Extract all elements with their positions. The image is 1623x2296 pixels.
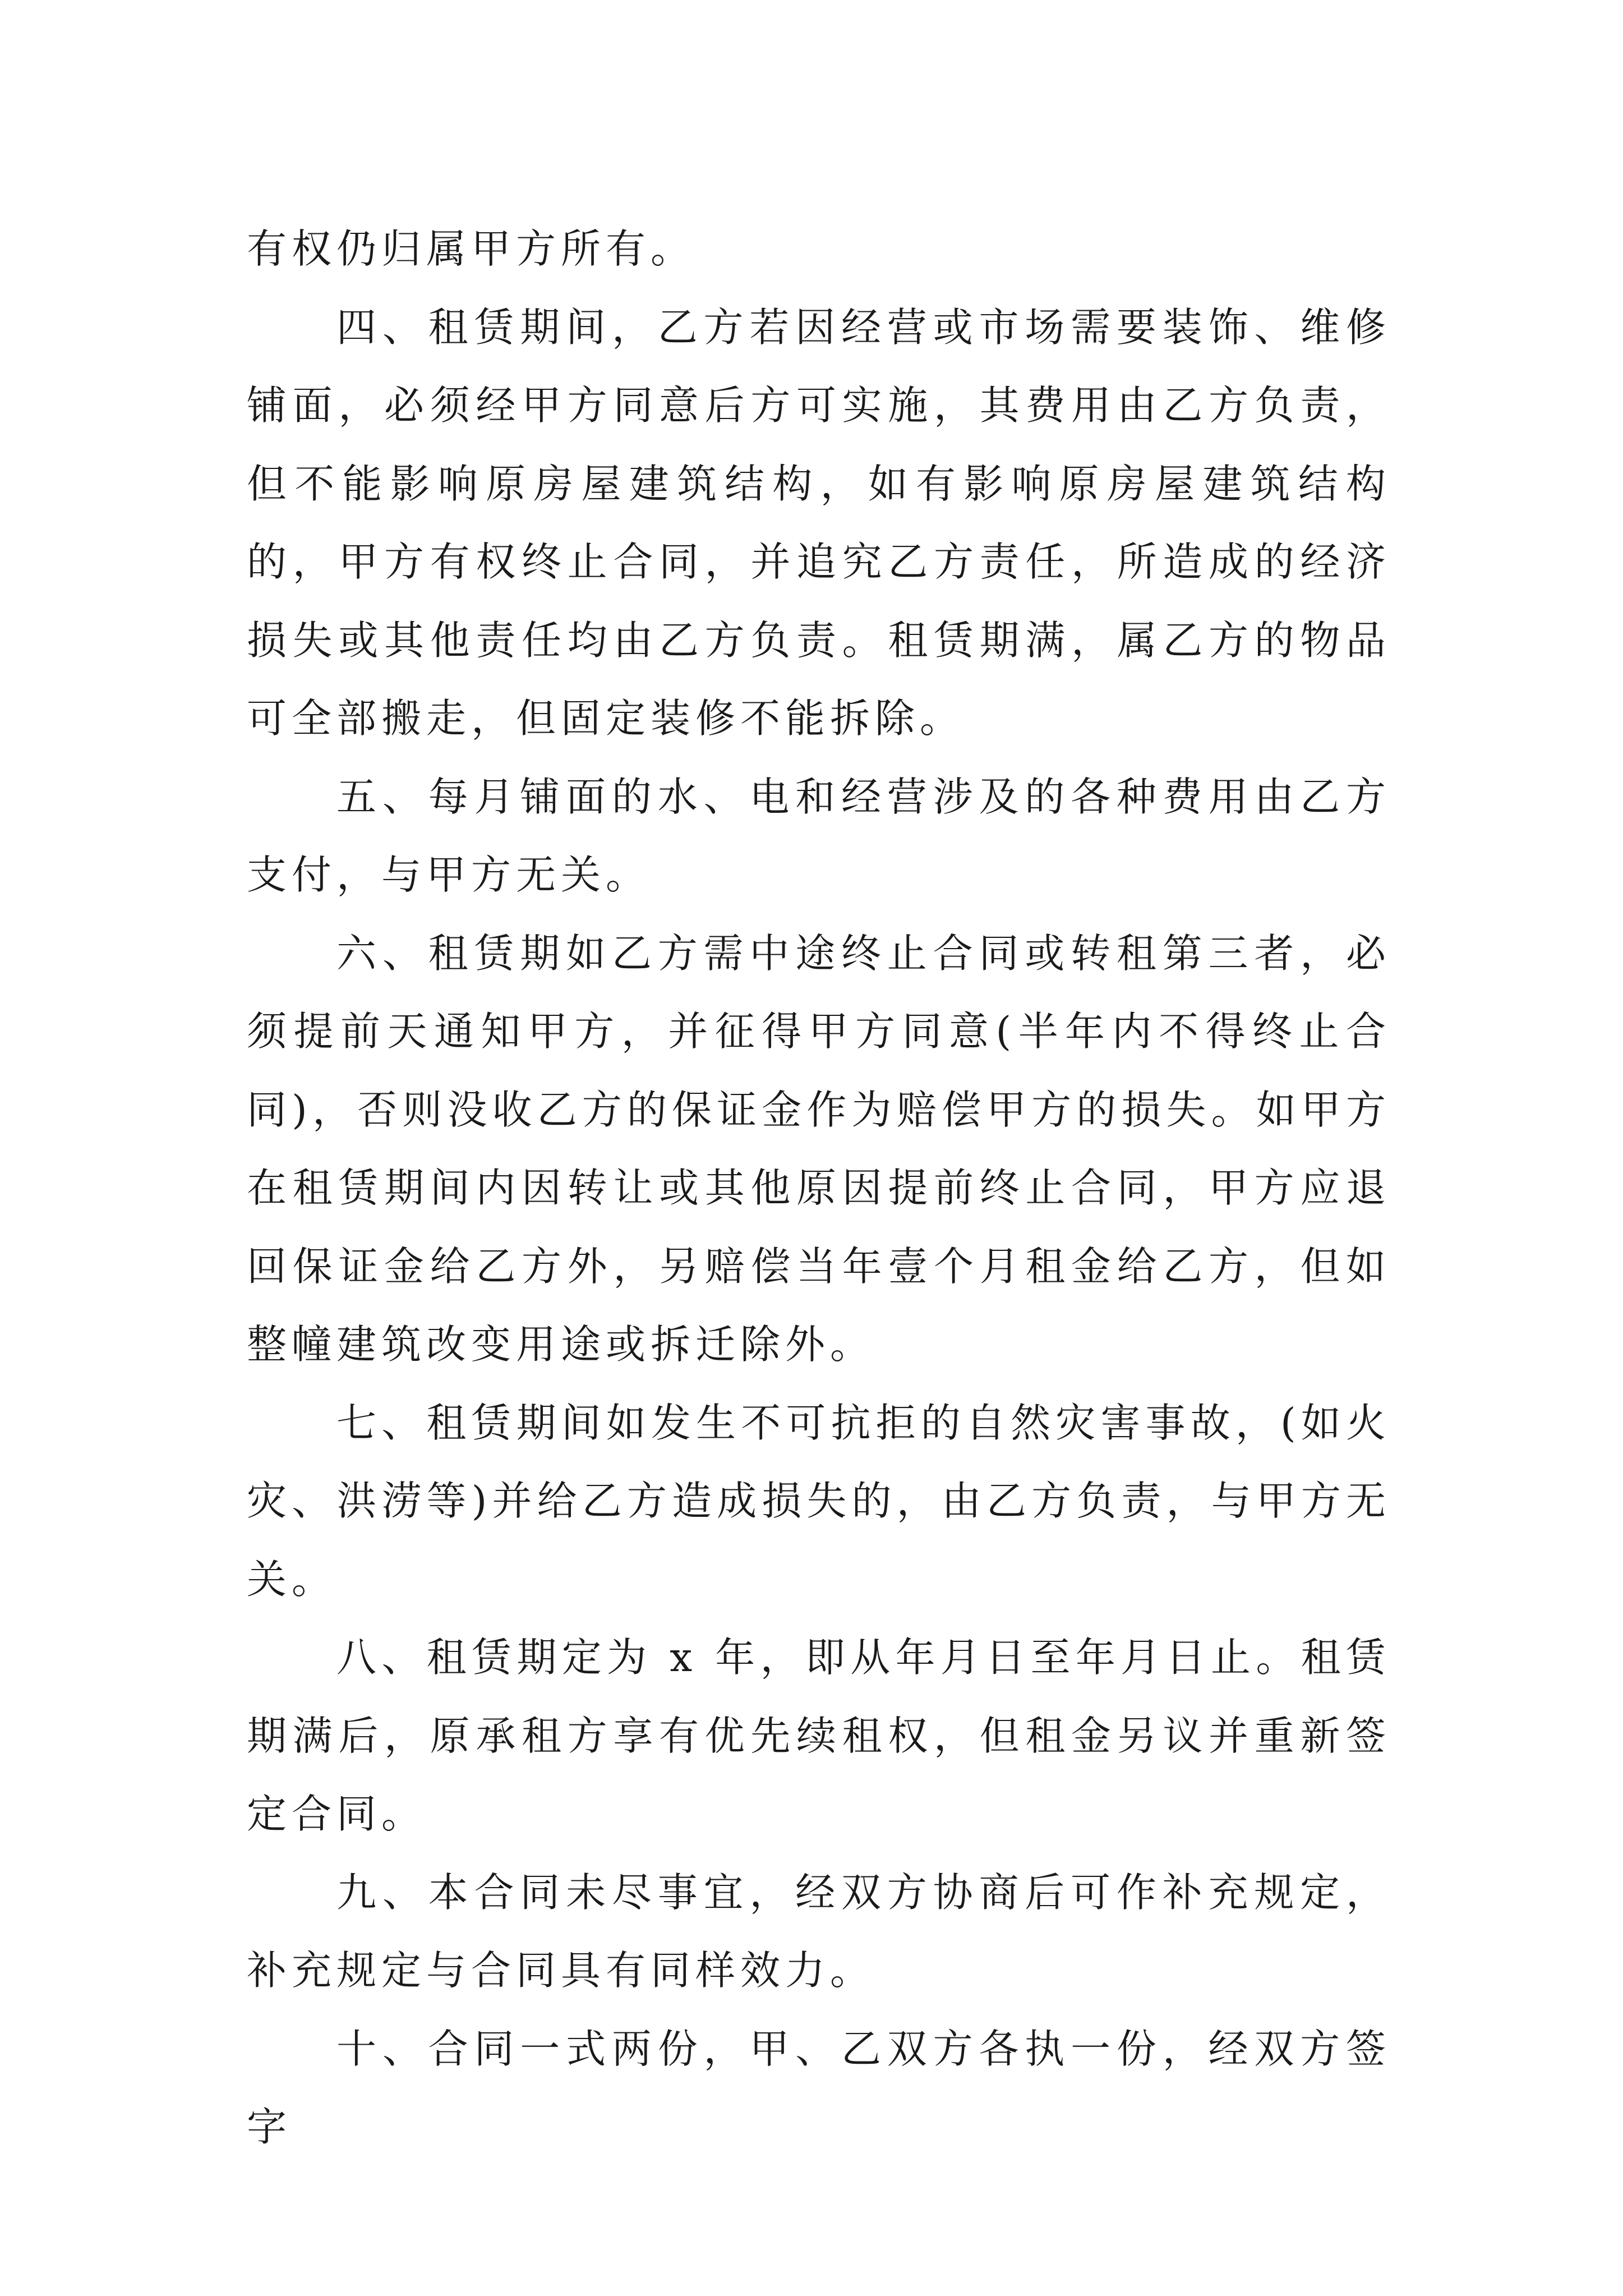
- paragraph-clause-5: 五、每月铺面的水、电和经营涉及的各种费用由乙方支付，与甲方无关。: [247, 773, 1391, 898]
- paragraph-clause-10: 十、合同一式两份，甲、乙双方各执一份，经双方签字: [247, 2025, 1391, 2150]
- contract-text-body: [247, 210, 1391, 2166]
- paragraph-clause-7: 七、租赁期间如发生不可抗拒的自然灾害事故，(如火灾、洪涝等)并给乙方造成损失的，由乙方负责，与甲方无关。: [247, 1399, 1391, 1603]
- paragraph-clause-6: 六、租赁期如乙方需中途终止合同或转租第三者，必须提前天通知甲方，并征得甲方同意(半年内不得终止合同)，否则没收乙方的保证金作为赔偿甲方的损失。如甲方在租赁期间内因转让或其他原因提前终止合同，甲方应退回保证金给乙方外，另赔偿当年壹个月租金给乙方，但如整幢建筑改变用途或拆迁除外。: [247, 930, 1391, 1368]
- paragraph-clause-4: 四、租赁期间，乙方若因经营或市场需要装饰、维修铺面，必须经甲方同意后方可实施，其费用由乙方负责，但不能影响原房屋建筑结构，如有影响原房屋建筑结构的，甲方有权终止合同，并追究乙方责任，所造成的经济损失或其他责任均由乙方负责。租赁期满，属乙方的物品可全部搬走，但固定装修不能拆除。: [247, 303, 1391, 742]
- paragraph-clause-9: 九、本合同未尽事宜，经双方协商后可作补充规定，补充规定与合同具有同样效力。: [247, 1869, 1391, 1994]
- paragraph-continuation: 有权仍归属甲方所有。: [247, 226, 696, 272]
- paragraph-clause-8: 八、租赁期定为 x 年，即从年月日至年月日止。租赁期满后，原承租方享有优先续租权，但租金另议并重新签定合同。: [247, 1634, 1391, 1837]
